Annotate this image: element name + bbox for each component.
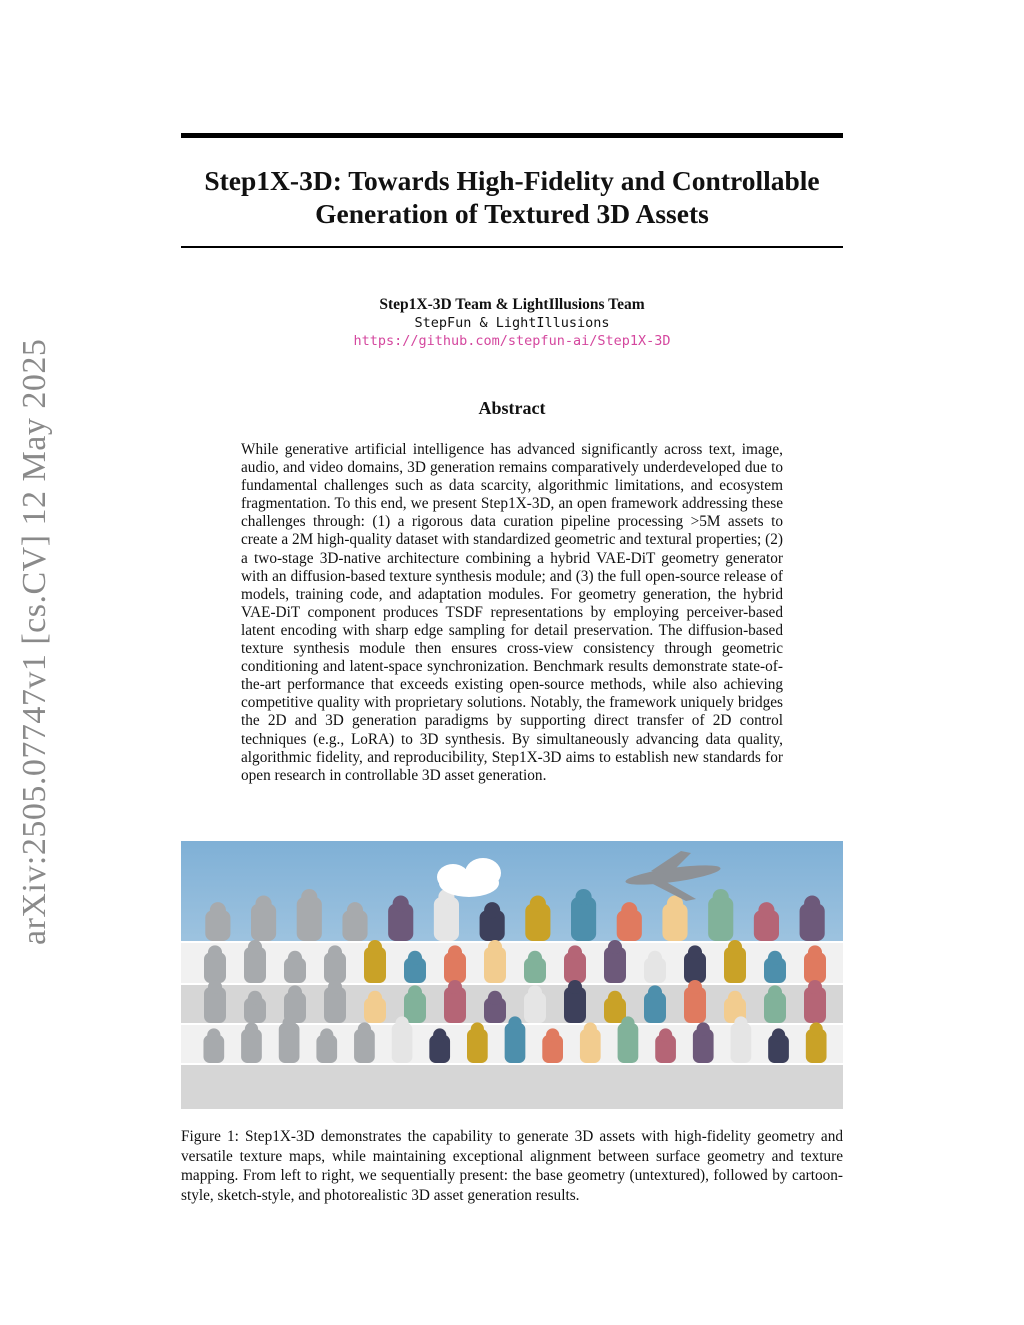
- asset-model-top: [648, 985, 662, 999]
- paper-title: [181, 164, 843, 230]
- title-rule-top: [181, 133, 843, 138]
- asset-model-top: [528, 951, 542, 965]
- asset-model-top: [471, 1022, 484, 1035]
- asset-model-top: [488, 940, 502, 954]
- display-step-edge: [181, 1063, 843, 1065]
- asset-model-top: [758, 902, 774, 918]
- asset-model-top: [288, 951, 302, 965]
- asset-model-top: [530, 896, 546, 912]
- asset-model-top: [320, 1028, 333, 1041]
- asset-model-top: [546, 1028, 559, 1041]
- asset-model-top: [358, 1022, 371, 1035]
- asset-model-top: [288, 985, 302, 999]
- github-link[interactable]: https://github.com/stepfun-ai/Step1X-3D: [353, 333, 671, 349]
- asset-model-top: [245, 1022, 258, 1035]
- figure-1-scene: [181, 841, 843, 1109]
- asset-model-top: [568, 980, 582, 994]
- asset-model-top: [484, 902, 500, 918]
- asset-model-top: [448, 945, 462, 959]
- author-organization: StepFun & LightIllusions: [414, 315, 610, 331]
- asset-model-top: [488, 991, 502, 1005]
- asset-model-top: [768, 985, 782, 999]
- asset-model-top: [393, 896, 409, 912]
- asset-model-top: [576, 889, 592, 905]
- asset-model-top: [508, 1016, 521, 1029]
- asset-model-top: [301, 889, 317, 905]
- author-block: [181, 295, 843, 350]
- title-line-1: Step1X-3D: Towards High-Fidelity and Controllable: [204, 165, 820, 196]
- asset-model-top: [256, 896, 272, 912]
- asset-model-top: [713, 889, 729, 905]
- asset-model-top: [248, 991, 262, 1005]
- asset-model-top: [728, 991, 742, 1005]
- asset-model-top: [208, 980, 222, 994]
- asset-model-top: [810, 1022, 823, 1035]
- asset-model-top: [768, 951, 782, 965]
- author-team: Step1X-3D Team & LightIllusions Team: [379, 296, 645, 313]
- display-step-edge: [181, 941, 843, 943]
- asset-model-top: [395, 1016, 408, 1029]
- asset-model-top: [328, 945, 342, 959]
- asset-model-top: [207, 1028, 220, 1041]
- asset-model-top: [248, 940, 262, 954]
- asset-model-top: [584, 1022, 597, 1035]
- asset-model-top: [210, 902, 226, 918]
- title-rule-bottom: [181, 246, 843, 248]
- asset-model-top: [368, 991, 382, 1005]
- asset-model-top: [408, 985, 422, 999]
- asset-model-top: [433, 1028, 446, 1041]
- asset-model-top: [772, 1028, 785, 1041]
- abstract-heading: Abstract: [478, 398, 546, 418]
- asset-model-top: [688, 945, 702, 959]
- asset-model-top: [528, 985, 542, 999]
- arxiv-identifier: arXiv:2505.07747v1 [cs.CV] 12 May 2025: [16, 338, 53, 945]
- asset-model-top: [728, 940, 742, 954]
- asset-model-top: [808, 945, 822, 959]
- asset-model-top: [282, 1016, 295, 1029]
- asset-model-top: [621, 1016, 634, 1029]
- asset-model-top: [408, 951, 422, 965]
- asset-model-top: [734, 1016, 747, 1029]
- asset-model-top: [697, 1022, 710, 1035]
- asset-model-top: [347, 902, 363, 918]
- title-line-2: Generation of Textured 3D Assets: [315, 198, 709, 229]
- display-step-edge: [181, 983, 843, 985]
- asset-model-top: [804, 896, 820, 912]
- asset-model-top: [328, 980, 342, 994]
- asset-model-top: [808, 980, 822, 994]
- asset-model-top: [368, 940, 382, 954]
- asset-model-top: [608, 940, 622, 954]
- figure-1-image: [181, 841, 843, 1109]
- display-step: [181, 1063, 843, 1109]
- asset-model-top: [621, 902, 637, 918]
- asset-model-top: [688, 980, 702, 994]
- asset-model-top: [648, 951, 662, 965]
- figure-1-caption: Figure 1: Step1X-3D demonstrates the capability to generate 3D assets with high-fidelity geometry and versatile texture maps, while maintaining exceptional alignment between surface geometry and texture mapping. From left to right, we sequentially present: the base geometry (untextured), followed by cartoon-style, sketch-style, and photorealistic 3D asset generation results.: [181, 1128, 843, 1204]
- asset-model-top: [208, 945, 222, 959]
- asset-model-top: [568, 945, 582, 959]
- asset-model-top: [659, 1028, 672, 1041]
- asset-model-top: [608, 991, 622, 1005]
- asset-model-top: [448, 980, 462, 994]
- abstract-text: While generative artificial intelligence has advanced significantly across text, image, audio, and video domains, 3D generation remains comparatively underdeveloped due to fundamental challenges such as data scarcity, algorithmic limitations, and ecosystem fragmentation. To this end, we present Step1X-3D, an open framework addressing these challenges through: (1) a rigorous data curation pipeline processing >5M assets to create a 2M high-quality dataset with standardized geometric and textural properties; (2) a two-stage 3D-native architecture combining a hybrid VAE-DiT geometry generator with an diffusion-based texture synthesis module; and (3) the full open-source release of models, training code, and adaptation modules. For geometry generation, the hybrid VAE-DiT component produces TSDF representations by employing perceiver-based latent encoding with sharp edge sampling for detail preservation. The diffusion-based texture synthesis module then ensures cross-view consistency through geometric conditioning and latent-space synchronization. Benchmark results demonstrate state-of-the-art performance that exceeds existing open-source methods, while also achieving competitive quality with proprietary solutions. Notably, the framework uniquely bridges the 2D and 3D generation paradigms by supporting direct transfer of 2D control techniques (e.g., LoRA) to 3D synthesis. By simultaneously advancing data quality, algorithmic fidelity, and reproducibility, Step1X-3D aims to establish new standards for open research in controllable 3D asset generation.: [241, 441, 783, 784]
